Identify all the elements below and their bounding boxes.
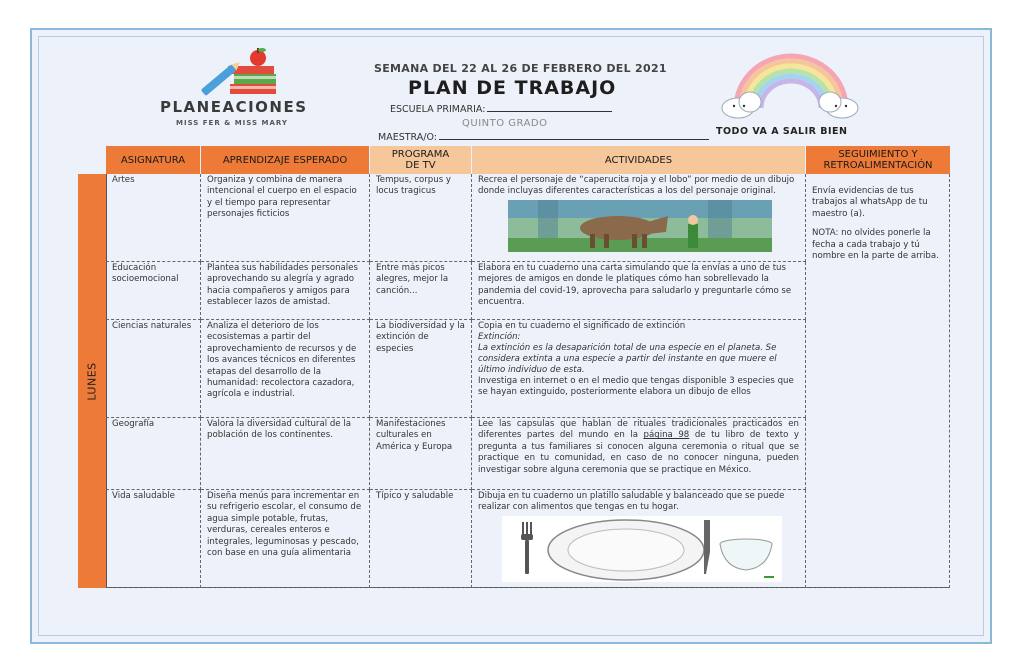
- table-row-activity: Elabora en tu cuaderno una carta simulando que la envías a uno de tus mejores de amigos en donde le platiques cómo han sobrellevado la pandemia del covid-19, aprovecha para saludarlo y preguntarle cómo se encuentra.: [472, 262, 806, 320]
- table-row-activity: [472, 174, 806, 262]
- rainbow-clouds-icon: [716, 48, 866, 124]
- table-row-activity: [472, 490, 806, 588]
- table-row-learning: Valora la diversidad cultural de la población de los continentes.: [201, 418, 370, 490]
- table-row-subject: Vida saludable: [106, 490, 201, 588]
- col-header-tv: PROGRAMA DE TV: [370, 146, 471, 174]
- week-label: SEMANA DEL 22 AL 26 DE FEBRERO DEL 2021: [374, 62, 667, 75]
- teacher-label: MAESTRA/O:: [378, 132, 437, 143]
- page-title: PLAN DE TRABAJO: [408, 77, 617, 99]
- table-row-tv: La biodiversidad y la extinción de especies: [370, 320, 472, 418]
- table-row-learning: Plantea sus habilidades personales aprovechando su alegría y agrado hacia compañeros y amigos para establecer lazos de amistad.: [201, 262, 370, 320]
- table-row-learning: Analiza el deterioro de los ecosistemas a partir del aprovechamiento de recursos y de los avances técnicos en diferentes etapas del desarrollo de la humanidad: recolectora cazadora, agrícola e industrial.: [201, 320, 370, 418]
- table-row-tv: Entre más picos alegres, mejor la canción...: [370, 262, 472, 320]
- table-row-subject: Educación socioemocional: [106, 262, 201, 320]
- school-field: [390, 104, 612, 115]
- school-label: ESCUELA PRIMARIA:: [390, 104, 486, 115]
- followup-text: Envía evidencias de tus trabajos al whatsApp de tu maestro (a).: [812, 186, 928, 219]
- table-row-activity: [472, 418, 806, 490]
- col-header-learning: APRENDIZAJE ESPERADO: [201, 146, 369, 174]
- day-label-bar: [78, 174, 107, 588]
- table-row-learning: Organiza y combina de manera intencional el cuerpo en el espacio y el tiempo para representar personajes ficticios: [201, 174, 370, 262]
- col-header-followup: SEGUIMIENTO Y RETROALIMENTACIÓN: [806, 146, 950, 174]
- wolf-illustration: [508, 200, 772, 252]
- plate-cutlery-illustration: [502, 516, 782, 582]
- followup-cell: [806, 174, 950, 588]
- activity-definition: La extinción es la desaparición total de una especie en el planeta. Se considera extinta a una especie a partir del instante en que muere el último individuo de esta.: [478, 343, 777, 375]
- activity-text-b: de tu libro de texto y pregunta a tus familiares si conocen alguna ceremonia o ritual que se practique en tu comunidad, en caso de no conocer ninguna, pueden investigar sobre alguna ceremonia que se practique en México.: [478, 430, 799, 475]
- logo-title: PLANEACIONES: [160, 98, 308, 116]
- day-label: LUNES: [86, 361, 100, 401]
- activity-label: Extinción:: [478, 332, 521, 342]
- activity-text: Dibuja en tu cuaderno un platillo saludable y balanceado que se puede realizar con alimentos que tengas en tu hogar.: [478, 491, 785, 513]
- table-row-subject: Geografía: [106, 418, 201, 490]
- grade-label: QUINTO GRADO: [462, 118, 548, 129]
- table-row-tv: Manifestaciones culturales en América y Europa: [370, 418, 472, 490]
- slogan-text: TODO VA A SALIR BIEN: [716, 126, 848, 137]
- table-row-tv: Tempus, corpus y locus tragicus: [370, 174, 472, 262]
- col-header-subject: ASIGNATURA: [106, 146, 200, 174]
- table-row-subject: Artes: [106, 174, 201, 262]
- logo-subtitle: MISS FER & MISS MARY: [176, 119, 288, 127]
- col-header-activities: ACTIVIDADES: [472, 146, 805, 174]
- table-row-learning: Diseña menús para incrementar en su refrigerio escolar, el consumo de agua simple potable, frutas, verduras, cereales enteros e integrales, leguminosas y pescado, con base en una guía alimentaria: [201, 490, 370, 588]
- activity-text: Copia en tu cuaderno el significado de extinción: [478, 321, 686, 331]
- table-row-tv: Típico y saludable: [370, 490, 472, 588]
- teacher-field: [378, 132, 709, 143]
- table-row-activity: [472, 320, 806, 418]
- followup-note: NOTA: no olvides ponerle la fecha a cada trabajo y tú nombre en la parte de arriba.: [812, 228, 939, 262]
- table-row-subject: Ciencias naturales: [106, 320, 201, 418]
- activity-text: Recrea el personaje de “caperucita roja y el lobo” por medio de un dibujo donde incluyas diferentes características a los del personaje original.: [478, 175, 795, 197]
- activity-text-a: Lee las capsulas que hablan de rituales tradicionales practicados en diferentes partes del mundo en la: [478, 419, 799, 441]
- page-reference: página 98: [643, 430, 690, 441]
- activity-extra: Investiga en internet o en el medio que tengas disponible 3 especies que se hayan extinguido, posteriormente elabora un dibujo de ellos: [478, 376, 794, 397]
